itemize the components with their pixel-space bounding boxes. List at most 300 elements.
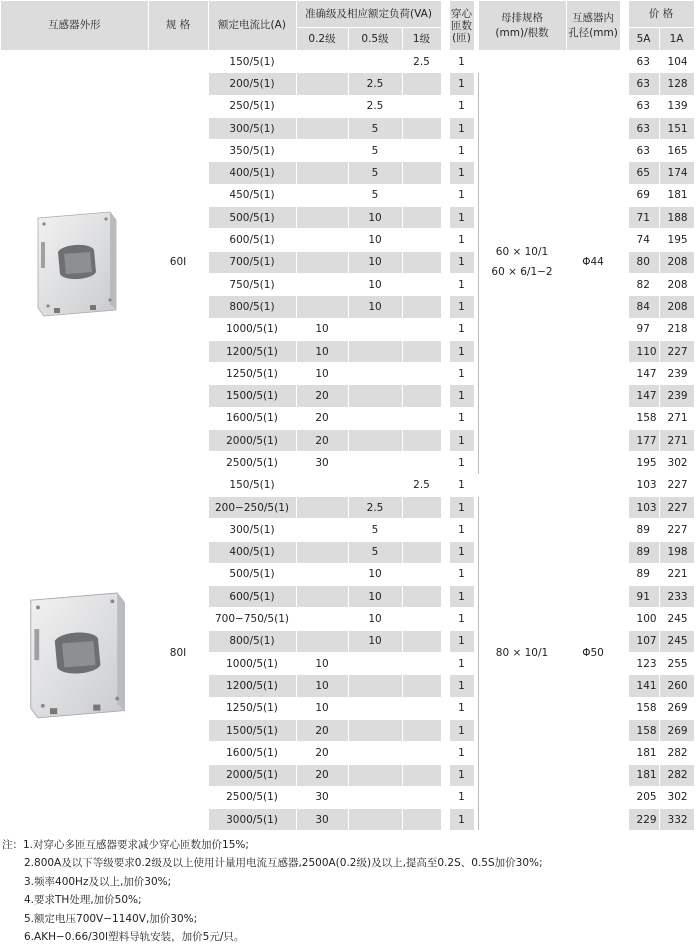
price-5a-cell: 100 xyxy=(628,608,659,630)
turns-cell: 1 xyxy=(449,452,474,474)
gap-cell xyxy=(620,340,628,362)
turns-cell: 1 xyxy=(449,519,474,541)
price-5a-cell: 147 xyxy=(628,363,659,385)
transformer-image-cell xyxy=(1,474,148,831)
gap-cell xyxy=(441,742,449,764)
price-5a-cell: 84 xyxy=(628,296,659,318)
acc-02-cell xyxy=(296,563,348,585)
price-1a-cell: 227 xyxy=(659,474,694,496)
price-1a-cell: 269 xyxy=(659,697,694,719)
gap-cell xyxy=(441,586,449,608)
gap-cell xyxy=(441,207,449,229)
price-5a-cell: 205 xyxy=(628,786,659,808)
price-1a-cell: 260 xyxy=(659,675,694,697)
ratio-cell: 600/5(1) xyxy=(208,229,296,251)
gap-cell xyxy=(474,809,478,831)
gap-cell xyxy=(474,496,478,518)
price-1a-cell: 181 xyxy=(659,184,694,206)
busbar-line1: 80 × 10/1 xyxy=(495,646,549,659)
acc-05-cell: 10 xyxy=(348,608,402,630)
note-line: 注：1.对穿心多匝互感器要求减少穿心匝数加价15%; xyxy=(2,839,249,851)
ratio-cell: 300/5(1) xyxy=(208,519,296,541)
price-5a-cell: 107 xyxy=(628,630,659,652)
gap-cell xyxy=(441,407,449,429)
gap-cell xyxy=(441,296,449,318)
gap-cell xyxy=(474,385,478,407)
gap-cell xyxy=(620,719,628,741)
gap-cell xyxy=(441,786,449,808)
acc-1-cell xyxy=(402,809,441,831)
gap-cell xyxy=(620,184,628,206)
price-1a-cell: 245 xyxy=(659,608,694,630)
acc-02-cell xyxy=(296,296,348,318)
turns-cell: 1 xyxy=(449,318,474,340)
acc-1-cell xyxy=(402,430,441,452)
acc-02-cell: 30 xyxy=(296,786,348,808)
acc-05-cell: 5 xyxy=(348,162,402,184)
header-turns-line2: 匝数 xyxy=(451,19,473,32)
acc-02-cell: 30 xyxy=(296,452,348,474)
acc-05-cell: 5 xyxy=(348,184,402,206)
acc-05-cell: 5 xyxy=(348,140,402,162)
header-price-1a: 1A xyxy=(659,28,694,51)
header-hole-line1: 互感器内 xyxy=(572,11,615,24)
acc-05-cell xyxy=(348,697,402,719)
gap-cell xyxy=(441,385,449,407)
gap-cell xyxy=(474,519,478,541)
ratio-cell: 150/5(1) xyxy=(208,51,296,73)
ratio-cell: 500/5(1) xyxy=(208,207,296,229)
gap-cell xyxy=(441,318,449,340)
acc-1-cell xyxy=(402,363,441,385)
acc-05-cell: 5 xyxy=(348,541,402,563)
turns-cell: 1 xyxy=(449,608,474,630)
acc-1-cell xyxy=(402,519,441,541)
ratio-cell: 200−250/5(1) xyxy=(208,496,296,518)
turns-cell: 1 xyxy=(449,95,474,117)
acc-05-cell: 10 xyxy=(348,251,402,273)
price-5a-cell: 158 xyxy=(628,719,659,741)
acc-1-cell xyxy=(402,586,441,608)
acc-1-cell xyxy=(402,340,441,362)
gap-cell xyxy=(441,653,449,675)
gap-cell xyxy=(620,73,628,95)
price-5a-cell: 89 xyxy=(628,519,659,541)
acc-05-cell: 10 xyxy=(348,273,402,295)
acc-05-cell: 2.5 xyxy=(348,95,402,117)
gap-cell xyxy=(620,541,628,563)
acc-1-cell xyxy=(402,296,441,318)
gap-cell xyxy=(474,608,478,630)
acc-1-cell xyxy=(402,162,441,184)
table-row xyxy=(1,474,694,496)
ratio-cell: 300/5(1) xyxy=(208,117,296,139)
price-5a-cell: 181 xyxy=(628,764,659,786)
gap-cell xyxy=(474,162,478,184)
price-1a-cell: 332 xyxy=(659,809,694,831)
price-sheet xyxy=(1,1,694,831)
acc-1-cell xyxy=(402,207,441,229)
gap-cell xyxy=(474,675,478,697)
acc-05-cell xyxy=(348,742,402,764)
gap-cell xyxy=(441,162,449,184)
ratio-cell: 2000/5(1) xyxy=(208,430,296,452)
price-1a-cell: 174 xyxy=(659,162,694,184)
turns-cell: 1 xyxy=(449,51,474,73)
header-price-5a: 5A xyxy=(628,28,659,51)
ratio-cell: 400/5(1) xyxy=(208,541,296,563)
gap-cell xyxy=(620,251,628,273)
ratio-cell: 700/5(1) xyxy=(208,251,296,273)
gap-cell xyxy=(620,117,628,139)
gap-cell xyxy=(441,496,449,518)
ratio-cell: 1250/5(1) xyxy=(208,363,296,385)
header-busbar-line1: 母排规格 xyxy=(501,11,544,24)
gap-cell xyxy=(441,519,449,541)
gap-cell xyxy=(441,719,449,741)
price-5a-cell: 147 xyxy=(628,385,659,407)
turns-cell: 1 xyxy=(449,140,474,162)
price-5a-cell: 158 xyxy=(628,407,659,429)
header-model: 规 格 xyxy=(148,1,208,51)
gap-cell xyxy=(441,340,449,362)
gap-cell xyxy=(441,608,449,630)
acc-1-cell xyxy=(402,563,441,585)
gap-cell xyxy=(474,719,478,741)
ratio-cell: 2500/5(1) xyxy=(208,452,296,474)
header-busbar-line2: (mm)/根数 xyxy=(495,26,549,39)
gap-cell xyxy=(441,184,449,206)
gap-cell xyxy=(441,273,449,295)
acc-05-cell: 5 xyxy=(348,117,402,139)
gap-cell xyxy=(474,318,478,340)
ratio-cell: 600/5(1) xyxy=(208,586,296,608)
gap-cell xyxy=(620,630,628,652)
acc-1-cell xyxy=(402,273,441,295)
turns-cell: 1 xyxy=(449,474,474,496)
acc-05-cell xyxy=(348,318,402,340)
ratio-cell: 450/5(1) xyxy=(208,184,296,206)
acc-1-cell: 2.5 xyxy=(402,474,441,496)
gap-cell xyxy=(620,675,628,697)
note-line: 6.AKH−0.66/30I塑料导轨安装，加价5元/只。 xyxy=(24,931,245,944)
acc-02-cell: 20 xyxy=(296,430,348,452)
gap-cell xyxy=(620,51,628,73)
acc-02-cell: 10 xyxy=(296,697,348,719)
gap-cell xyxy=(474,73,478,95)
turns-cell: 1 xyxy=(449,340,474,362)
gap-cell xyxy=(441,51,449,73)
price-5a-cell: 158 xyxy=(628,697,659,719)
acc-02-cell xyxy=(296,519,348,541)
turns-cell: 1 xyxy=(449,786,474,808)
turns-cell: 1 xyxy=(449,764,474,786)
turns-cell: 1 xyxy=(449,407,474,429)
gap-cell xyxy=(474,117,478,139)
price-1a-cell: 188 xyxy=(659,207,694,229)
header-acc-02: 0.2级 xyxy=(296,28,348,51)
price-1a-cell: 239 xyxy=(659,363,694,385)
ratio-cell: 2000/5(1) xyxy=(208,764,296,786)
turns-cell: 1 xyxy=(449,675,474,697)
acc-05-cell xyxy=(348,363,402,385)
price-5a-cell: 123 xyxy=(628,653,659,675)
gap-cell xyxy=(441,675,449,697)
price-1a-cell: 239 xyxy=(659,385,694,407)
price-1a-cell: 128 xyxy=(659,73,694,95)
price-1a-cell: 104 xyxy=(659,51,694,73)
gap-cell xyxy=(474,563,478,585)
price-5a-cell: 63 xyxy=(628,73,659,95)
ratio-cell: 2500/5(1) xyxy=(208,786,296,808)
gap-cell xyxy=(474,586,478,608)
acc-1-cell xyxy=(402,73,441,95)
gap-cell xyxy=(620,586,628,608)
acc-02-cell: 20 xyxy=(296,385,348,407)
gap-cell xyxy=(441,563,449,585)
header-turns-line1: 穿心 xyxy=(451,7,473,20)
acc-1-cell xyxy=(402,184,441,206)
spec-table xyxy=(1,1,695,831)
turns-cell: 1 xyxy=(449,363,474,385)
acc-1-cell xyxy=(402,251,441,273)
gap-cell xyxy=(441,229,449,251)
price-1a-cell: 139 xyxy=(659,95,694,117)
price-1a-cell: 269 xyxy=(659,719,694,741)
price-1a-cell: 198 xyxy=(659,541,694,563)
ratio-cell: 150/5(1) xyxy=(208,474,296,496)
gap-cell xyxy=(441,474,449,496)
ratio-cell: 1600/5(1) xyxy=(208,407,296,429)
note-line: 2.800A及以下等级要求0.2级及以上使用计量用电流互感器,2500A(0.2级)及以上,提高至0.2S、0.5S加价30%; xyxy=(24,857,543,870)
gap-cell xyxy=(620,608,628,630)
busbar-cell xyxy=(478,51,566,475)
header-hole-line2: 孔径(mm) xyxy=(568,26,618,39)
acc-02-cell xyxy=(296,207,348,229)
price-5a-cell: 91 xyxy=(628,586,659,608)
header-turns xyxy=(449,1,474,51)
gap-cell xyxy=(620,229,628,251)
gap-cell xyxy=(441,809,449,831)
acc-02-cell xyxy=(296,117,348,139)
acc-05-cell xyxy=(348,452,402,474)
gap-cell xyxy=(474,452,478,474)
price-5a-cell: 177 xyxy=(628,430,659,452)
acc-02-cell xyxy=(296,229,348,251)
header-gap xyxy=(441,1,449,51)
price-5a-cell: 89 xyxy=(628,563,659,585)
price-1a-cell: 271 xyxy=(659,430,694,452)
acc-05-cell: 10 xyxy=(348,296,402,318)
gap-cell xyxy=(620,519,628,541)
acc-02-cell: 10 xyxy=(296,363,348,385)
price-1a-cell: 151 xyxy=(659,117,694,139)
acc-05-cell: 10 xyxy=(348,229,402,251)
gap-cell xyxy=(474,764,478,786)
header-acc-05: 0.5级 xyxy=(348,28,402,51)
notes-block xyxy=(2,836,694,946)
acc-05-cell xyxy=(348,675,402,697)
busbar-line2: 60 × 6/1−2 xyxy=(491,266,553,279)
turns-cell: 1 xyxy=(449,653,474,675)
header-accuracy-group: 准确级及相应额定负荷(VA) xyxy=(296,1,441,28)
gap-cell xyxy=(441,95,449,117)
price-5a-cell: 71 xyxy=(628,207,659,229)
acc-1-cell xyxy=(402,608,441,630)
acc-02-cell: 10 xyxy=(296,653,348,675)
ratio-cell: 1600/5(1) xyxy=(208,742,296,764)
acc-05-cell xyxy=(348,51,402,73)
acc-1-cell xyxy=(402,452,441,474)
turns-cell: 1 xyxy=(449,430,474,452)
gap-cell xyxy=(441,363,449,385)
gap-cell xyxy=(620,786,628,808)
gap-cell xyxy=(441,541,449,563)
gap-cell xyxy=(474,697,478,719)
hole-cell: Φ44 xyxy=(566,51,620,475)
ratio-cell: 250/5(1) xyxy=(208,95,296,117)
acc-1-cell xyxy=(402,697,441,719)
current-transformer-80I-image xyxy=(1,578,148,728)
gap-cell xyxy=(474,407,478,429)
acc-1-cell xyxy=(402,653,441,675)
busbar-cell xyxy=(478,474,566,831)
header-ratio: 额定电流比(A) xyxy=(208,1,296,51)
price-5a-cell: 82 xyxy=(628,273,659,295)
ratio-cell: 350/5(1) xyxy=(208,140,296,162)
price-5a-cell: 110 xyxy=(628,340,659,362)
header-turns-line3: (匝) xyxy=(452,31,471,44)
price-5a-cell: 229 xyxy=(628,809,659,831)
turns-cell: 1 xyxy=(449,162,474,184)
gap-cell xyxy=(620,318,628,340)
gap-cell xyxy=(441,117,449,139)
acc-1-cell xyxy=(402,229,441,251)
gap-cell xyxy=(620,95,628,117)
ratio-cell: 700−750/5(1) xyxy=(208,608,296,630)
ratio-cell: 1250/5(1) xyxy=(208,697,296,719)
gap-cell xyxy=(474,541,478,563)
table-row xyxy=(1,51,694,73)
gap-cell xyxy=(620,430,628,452)
gap-cell xyxy=(620,742,628,764)
gap-cell xyxy=(620,563,628,585)
acc-05-cell: 10 xyxy=(348,630,402,652)
gap-cell xyxy=(441,430,449,452)
note-line: 4.要求TH处理,加价50%; xyxy=(24,894,142,907)
acc-02-cell: 10 xyxy=(296,675,348,697)
price-1a-cell: 221 xyxy=(659,563,694,585)
acc-1-cell xyxy=(402,541,441,563)
acc-02-cell xyxy=(296,630,348,652)
acc-02-cell xyxy=(296,608,348,630)
price-1a-cell: 227 xyxy=(659,340,694,362)
gap-cell xyxy=(441,251,449,273)
ratio-cell: 1500/5(1) xyxy=(208,719,296,741)
acc-02-cell xyxy=(296,474,348,496)
gap-cell xyxy=(474,229,478,251)
gap-cell xyxy=(620,407,628,429)
price-5a-cell: 89 xyxy=(628,541,659,563)
acc-1-cell xyxy=(402,719,441,741)
ratio-cell: 1200/5(1) xyxy=(208,675,296,697)
gap-cell xyxy=(620,385,628,407)
busbar-line1: 60 × 10/1 xyxy=(495,246,549,259)
ratio-cell: 800/5(1) xyxy=(208,296,296,318)
price-1a-cell: 195 xyxy=(659,229,694,251)
gap-cell xyxy=(474,786,478,808)
gap-cell xyxy=(474,95,478,117)
price-1a-cell: 271 xyxy=(659,407,694,429)
gap-cell xyxy=(441,452,449,474)
header-acc-1: 1级 xyxy=(402,28,441,51)
acc-1-cell xyxy=(402,318,441,340)
gap-cell xyxy=(474,742,478,764)
acc-1-cell xyxy=(402,786,441,808)
turns-cell: 1 xyxy=(449,273,474,295)
acc-02-cell: 30 xyxy=(296,809,348,831)
acc-02-cell: 10 xyxy=(296,340,348,362)
gap-cell xyxy=(474,207,478,229)
model-cell: 80I xyxy=(148,474,208,831)
gap-cell xyxy=(620,653,628,675)
gap-cell xyxy=(474,630,478,652)
acc-02-cell xyxy=(296,273,348,295)
price-1a-cell: 282 xyxy=(659,764,694,786)
gap-cell xyxy=(474,653,478,675)
gap-cell xyxy=(474,340,478,362)
price-1a-cell: 218 xyxy=(659,318,694,340)
acc-02-cell xyxy=(296,51,348,73)
ratio-cell: 1000/5(1) xyxy=(208,318,296,340)
acc-1-cell xyxy=(402,675,441,697)
acc-05-cell: 10 xyxy=(348,563,402,585)
turns-cell: 1 xyxy=(449,496,474,518)
ratio-cell: 400/5(1) xyxy=(208,162,296,184)
price-1a-cell: 208 xyxy=(659,251,694,273)
turns-cell: 1 xyxy=(449,207,474,229)
ratio-cell: 750/5(1) xyxy=(208,273,296,295)
gap-cell xyxy=(620,697,628,719)
price-5a-cell: 63 xyxy=(628,117,659,139)
turns-cell: 1 xyxy=(449,563,474,585)
price-5a-cell: 181 xyxy=(628,742,659,764)
header-gap xyxy=(620,1,628,51)
price-1a-cell: 302 xyxy=(659,452,694,474)
acc-02-cell: 20 xyxy=(296,407,348,429)
price-5a-cell: 80 xyxy=(628,251,659,273)
acc-1-cell xyxy=(402,117,441,139)
acc-05-cell xyxy=(348,474,402,496)
acc-05-cell: 2.5 xyxy=(348,73,402,95)
turns-cell: 1 xyxy=(449,541,474,563)
price-5a-cell: 195 xyxy=(628,452,659,474)
price-5a-cell: 97 xyxy=(628,318,659,340)
turns-cell: 1 xyxy=(449,296,474,318)
price-1a-cell: 227 xyxy=(659,519,694,541)
header-busbar xyxy=(478,1,566,51)
price-5a-cell: 63 xyxy=(628,95,659,117)
turns-cell: 1 xyxy=(449,385,474,407)
transformer-image-cell xyxy=(1,51,148,475)
gap-cell xyxy=(620,273,628,295)
turns-cell: 1 xyxy=(449,73,474,95)
acc-02-cell xyxy=(296,73,348,95)
gap-cell xyxy=(474,296,478,318)
acc-05-cell xyxy=(348,430,402,452)
price-1a-cell: 255 xyxy=(659,653,694,675)
ratio-cell: 200/5(1) xyxy=(208,73,296,95)
